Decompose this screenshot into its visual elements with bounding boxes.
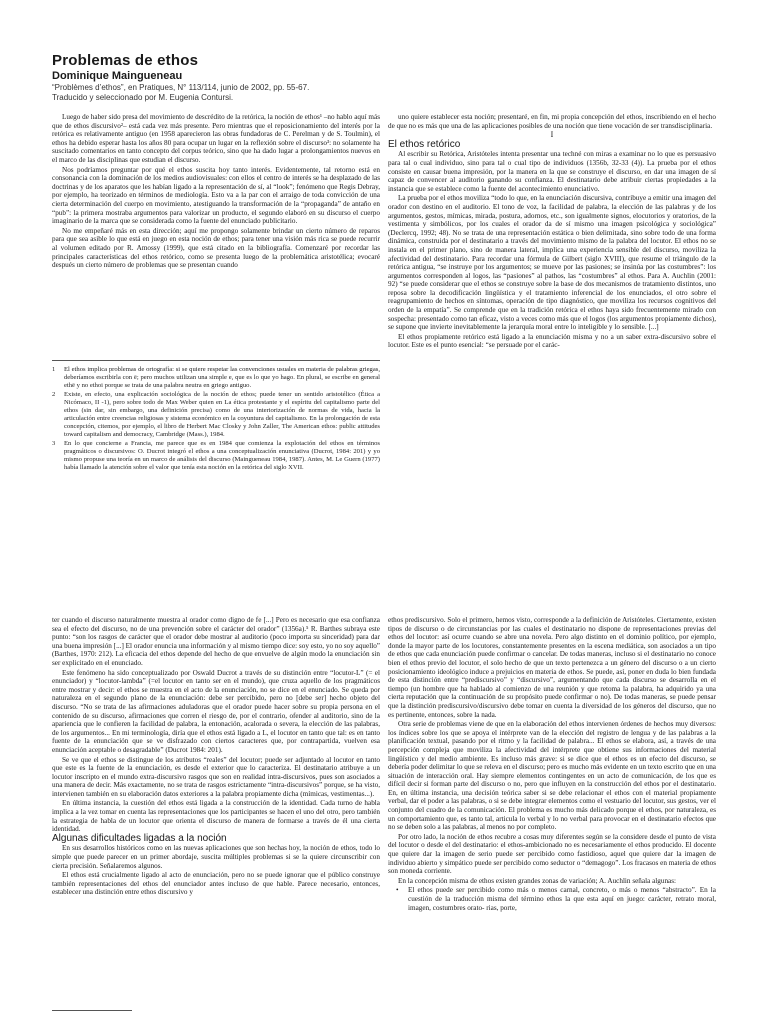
paragraph: En la concepción misma de ethos existen grandes zonas de variación; A. Auchlin señala algunas: (398, 876, 677, 885)
article-meta (52, 83, 309, 103)
footnote (52, 366, 380, 390)
paragraph: Nos podríamos preguntar por qué el ethos suscita hoy tanto interés. Evidentemente, tal retorno está en consonancia con la dominación de los medios audiovisuales: con ellos el centro de interés se ha desplazado de las doctrinas y de los aparatos que les habían ligado a la representación de sí, al “look”; fenómeno que Regis Debray, por ejemplo, ha teorizado en términos de mediología. Esto va a la par con el arraigo de toda convicción de una cierta determinación del cuerpo en movimiento, atestiguando la transformación de la “propaganda” de antaño en “pub”: la primera mostraba argumentos para valorizar un producto, el segundo elaboró en su discurso el cuerpo imaginario de la marca que se considerada como la fuente del enunciado publicitario. (52, 165, 380, 226)
footnote (52, 391, 380, 439)
footnotes (52, 366, 380, 612)
footnote-text: En lo que concierne a Francia, me parece que es en 1984 que comienza la explotación del ethos en términos pragmáticos o discursivos: O. Ducrot integró el ethos a una conceptualización enunciativa (Ducrot, 1984: 201) y yo mismo propuse una teoría en un marco de análisis del discurso (Maingueneau 1984, 1987). Antes, M. Le Guern (1977) había llamado la atención sobre el valor que tenía esta noción en la retórica del siglo XVII. (64, 440, 380, 471)
paragraph: Otra serie de problemas viene de que en la elaboración del ethos intervienen órdenes de hechos muy diversos: los índices sobre los que se apoya el intérprete van de la elección del registro de lengua y de las palabras a la planificación textual, pasando por el ritmo y la facilidad de palabra... El ethos se elabora, así, a través de una percepción compleja que moviliza la afectividad del intérprete que obtiene sus informaciones del material lingüístico y del medio ambiente. Es incluso más grave: si se dice que el ethos es un efecto del discurso, se debería poder delimitar lo que se releva en el discurso; pero es mucho más evidente en un texto escrito que en una situación de interacción oral. Hay siempre elementos contingentes en un acto de comunicación, de los que es difícil decir si forman parte del discurso o no, pero que influyen en la construcción del ethos por el destinatario. En, en última instancia, una decisión teórica saber si se debe relacionar el ethos con el material propiamente verbal, dar el poder a las palabras, o si se debe integrar elementos como el vestuario del locutor, sus gestos, ver el conjunto del cuadro de la comunicación. El problema es mucho más delicado porque el ethos, por naturaleza, es un comportamiento que, es tanto tal, articula lo verbal y lo no verbal para provocar en el destinatario efectos que no se deben solo a las palabras, al menos no por completo. (388, 720, 716, 832)
bullet-item: • El ethos puede ser percibido como más o menos carnal, concreto, o más o menos “abstracto”. En la cuestión de la traducción misma del término ethos la que esta aquí en juego: carácter, retrato moral, imagen, costumbres orato- rias, porte, (388, 886, 716, 912)
footnote-number: 1 (52, 366, 56, 373)
column-bottom-left (52, 616, 380, 916)
footnote-divider (52, 360, 380, 361)
article-author: Dominique Maingueneau (52, 70, 183, 82)
paragraph: No me empeñaré más en esta dirección; aquí me propongo solamente brindar un cierto número de reparos para que sea asible lo que está en juego en esta noción de ethos; para tener una visión más rica se puede recurrir al volumen editado por R. Amossy (1999), que está citado en la bibliografía. Comenzaré por recordar las principales características del ethos retórico, como se presenta luego de la problemática aristotélica; evocaré después un cierto número de problemas que se presentan cuando (52, 226, 380, 270)
column-top-right (388, 113, 716, 609)
article-title: Problemas de ethos (52, 52, 199, 69)
paragraph: uno quiere establecer esta noción; presentaré, en fin, mi propia concepción del ethos, inscribiendo en el hecho de que no es más que una de las aplicaciones posibles de una noción que tiene vocación de ser transdisciplinaria. (388, 113, 716, 130)
source-citation: “Problèmes d’ethos”, en Pratiques, N° 113/114, junio de 2002, pp. 55-67. (52, 83, 310, 92)
paragraph: Por otro lado, la noción de ethos recubre a cosas muy diferentes según se la considere desde el punto de vista del locutor o desde el del destinatario: el ethos-ambicionado no es necesariamente el ethos producido. El docente que quiere dar la imagen de serio puede ser percibido como fastidioso, aquel que quiere dar la imagen de individuo abierto y simpático puede ser percibido como seductor o “demagogo”. Los fracasos en materia de ethos son moneda corriente. (388, 832, 716, 876)
paragraph: El ethos propiamente retórico está ligado a la enunciación misma y no a un saber extra-discursivo sobre el locutor. Este es el punto esencial: “se persuade por el carác- (388, 332, 716, 350)
footnote (52, 440, 380, 472)
paragraph: La prueba por el ethos moviliza “todo lo que, en la enunciación discursiva, contribuye a emitir una imagen del orador con destino en el auditorio. El tono de voz, la facilidad de palabra, la elección de las palabras y de los argumentos, gestos, mímicas, mirada, postura, adornos, etc., son igualmente signos, elocutorios y oratorios, de la vestimenta y simbólicos, por los cuales el orador da de sí mismo una imagen psicológica y sociológica” (Declercq, 1992; 48). No se trata de una representación estática o bien delimitada, sino sobre todo de una forma dinámica, construida por el destinatario a través del movimiento mismo de la palabra del locutor. El ethos no se instala en el primer plano, sino de manera lateral, implica una experiencia sensible del discurso, moviliza la afectividad del destinatario. Para recordar una fórmula de Gilbert (siglo XVIII), que resume el triángulo de la retórica antigua, “se instruye por los argumentos; se mueve por las pasiones; se insinúa por las costumbres”: los argumentos corresponden al logos, las “pasiones” al pathos, las “costumbres” al ethos. Para A. Auchlin (2001: 92) “se puede considerar que el ethos se construye sobre la base de dos mecanismos de tratamiento distintos, uno reposa sobre la decodificación lingüística y el tratamiento inferencial de los enunciados, el otro sobre el reagrupamiento de hechos en síntomas, operación de tipo diagnóstico, que moviliza los recursos cognitivos del orden de la empatía”. Se comprende que en la tradición retórica el ethos haya sido frecuentemente mirado con sospecha: presentado como tan eficaz, visto a veces como más que el logos (los argumentos propiamente dichos), se supone que invierte inevitablemente la jerarquía moral entre lo inteligible y lo sensible. [...] (388, 194, 716, 332)
paragraph: Luego de haber sido presa del movimiento de descrédito de la retórica, la noción de ethos¹ –no hablo aquí más que de ethos discursivo²– está cada vez más presente. Pero mientras que el reposicionamiento del interés por la retórica es relativamente antiguo (en 1958 aparecieron las obras fundadoras de C. Perelman y de S. Toulmin), el ethos ha debido esperar hasta los años 80 para ocupar un lugar en la reflexión sobre el discurso³: no solamente ha suscitado comentarios en tanto concepto del corpus teórico, sino que ha dado lugar a prolongamientos nuevos en el marco de las disciplinas que estudian el discurso. (52, 113, 380, 164)
paragraph: El ethos está crucialmente ligado al acto de enunciación, pero no se puede ignorar que el público construye también representaciones del ethos del enunciador antes incluso de que hable. Parece necesario, entonces, establecer una distinción entre ethos discursivo y (52, 871, 380, 897)
paragraph: ter cuando el discurso naturalmente muestra al orador como digno de fe [...] Pero es necesario que esa confianza sea el efecto del discurso, no de una prevención sobre el carácter del orador” (1356a).⁵ R. Barthes subraya este punto: “son los rasgos de carácter que el orador debe mostrar al auditorio (poco importa su sinceridad) para dar una buena impresión [...] El orador enuncia una información y al mismo tiempo dice: soy esto, yo no soy aquello” (Barthes, 1970: 212). La eficacia del ethos depende del hecho de que envuelve de algún modo la enunciación sin ser explicitado en el enunciado. (52, 616, 380, 667)
footnote-text: El ethos implica problemas de ortografía: si se quiere respetar las convenciones usuales en materia de palabras griegas, deberíamos escribirla con ē; pero muchos utilizan una simple e, que es lo que yo hago. En plural, se escribe en general ethē y no ethoi porque se trata de una palabra neutra en griego antiguo. (64, 366, 380, 389)
paragraph: Al escribir su Retórica, Aristóteles intenta presentar una techné con miras a examinar no lo que es persuasivo para tal o cual individuo, sino para tal o cual tipo de individuos (1356b, 32-33 (4)). La prueba por el ethos consiste en causar buena impresión, por la manera en la que se construye el discurso, en dar una imagen de sí capaz de convencer al auditorio ganando su confianza. El destinatario debe atribuir ciertas propiedades a la instancia que se establece como la fuente del acontecimiento enunciativo. (388, 150, 716, 193)
footnote-divider-bottom (52, 1010, 132, 1011)
column-top-left (52, 113, 380, 355)
paragraph: ethos prediscursivo. Solo el primero, hemos visto, corresponde a la definición de Aristóteles. Ciertamente, existen tipos de discurso o de circunstancias por las cuales el destinatario no dispone de representaciones previas del ethos del locutor: así ocurre cuando se abre una novela. Pero algo distinto en el dominio político, por ejemplo, donde la mayor parte de los locutores, constantemente presentes en la escena mediática, son asociados a un tipo de ethos que cada enunciación puede confirmar o cancelar. De todas maneras, incluso si el destinatario no conoce bien el ethos previo del locutor, el solo hecho de que un texto pertenezca a un género del discurso o a un cierto posicionamiento ideológico induce a prejuicios en materia de ethos. Se puede, así, poner en duda lo bien fundada de esta distinción entre “prediscursivo” y “discursivo”, argumentando que cada discurso se desarrolla en el tiempo (un hombre que ha hablado al comienzo de una reunión y que retoma la palabra, ha adquirido ya una cierta reputación que la continuación de su propósito puede confirmar o no). De todas maneras, se puede pensar que la distinción prediscursivo/discursivo debe tomar en cuenta la diversidad de los géneros del discurso, que no es pertinente, entonces, sobre la nada. (388, 616, 716, 719)
paragraph: En última instancia, la cuestión del ethos está ligada a la construcción de la identidad. Cada turno de habla implica a la vez tomar en cuenta las representaciones que los participantes se hacen el uno del otro, pero también la estrategia de habla de un locutor que orienta el discurso de manera de formarse a través de él una cierta identidad. (52, 799, 380, 834)
paragraph: Se ve que el ethos se distingue de los atributos “reales” del locutor; puede ser adjuntado al locutor en tanto que este es la fuente de la enunciación, es desde el exterior que lo caracteriza. El destinatario atribuye a un locutor inscripto en el mundo extra-discursivo rasgos que son en realidad intra-discursivos, pues son asociados a una manera de decir. Más exactamente, no se trata de rasgos estrictamente “intra-discursivos” porque, se ha visto, intervienen también en su elaboración datos exteriores a la palabra propiamente dicha (mímicas, vestimentas...). (52, 755, 380, 798)
footnote-text: Existe, en efecto, una explicación sociológica de la noción de ethos; puede tener un sentido aristotélico (Ética a Nicómaco, II -1), pero sobre todo de Max Weber quien en La ética protestante y el espíritu del capitalismo parte del ethos (sin dar, sin embargo, una definición precisa) como de una interiorización de normas de vida, hacia la articulación entre creencias religiosas y sistema económico en la coyuntura del capitalismo. En la prolongación de esta concepción, citemos, por ejemplo, el libro de Herbert Mac Closky y John Zaller, The American ethos: public attitudes toward capitalism and democracy, Cambridge (Mass.), 1984. (64, 391, 380, 438)
column-bottom-right (388, 616, 716, 1016)
paragraph: En sus desarrollos históricos como en las nuevas aplicaciones que son hechas hoy, la noción de ethos, todo lo simple que puede parecer en un primer abordaje, suscita múltiples problemas si se la quiere circunscribir con cierta precisión. Señalaremos algunos. (52, 844, 380, 870)
section-heading: Algunas dificultades ligadas a la noción (52, 832, 227, 844)
footnote-number: 3 (52, 440, 56, 447)
footnote-number: 2 (52, 391, 56, 398)
section-heading: El ethos retórico (388, 138, 461, 150)
paragraph: Este fenómeno ha sido conceptualizado por Oswald Ducrot a través de su distinción entre “locutor-L” (= el enunciador) y “locutor-lambda” (=el locutor en tanto ser en el mundo), que cruza aquello de los pragmáticos entre mostrar y decir: el ethos se muestra en el acto de la enunciación, no se dice en el enunciado. Se queda por naturaleza en el segundo plano de la enunciación: debe ser percibido, pero no [debe ser] hecho objeto del discurso. “No se trata de las afirmaciones aduladoras que el orador puede hacer sobre su propia persona en el contenido de su discurso, afirmaciones que corren el riesgo de, por el contrario, ofender al auditorio, sino de la apariencia que le confieren la facilidad de palabra, la entonación, acalorada o severa, la elección de las palabras, de los argumentos... En mi terminología, diría que el ethos está ligado a L, el locutor en tanto que tal: es en tanto fuente de la enunciación que se ve disfrazado con ciertos caracteres que, por contrapartida, vuelven esa enunciación aceptable o desagradable” (Ducrot 1984: 201). (52, 668, 380, 754)
section-number: I (550, 130, 554, 140)
translator-note: Traducido y seleccionado por M. Eugenia Contursi. (52, 93, 234, 102)
